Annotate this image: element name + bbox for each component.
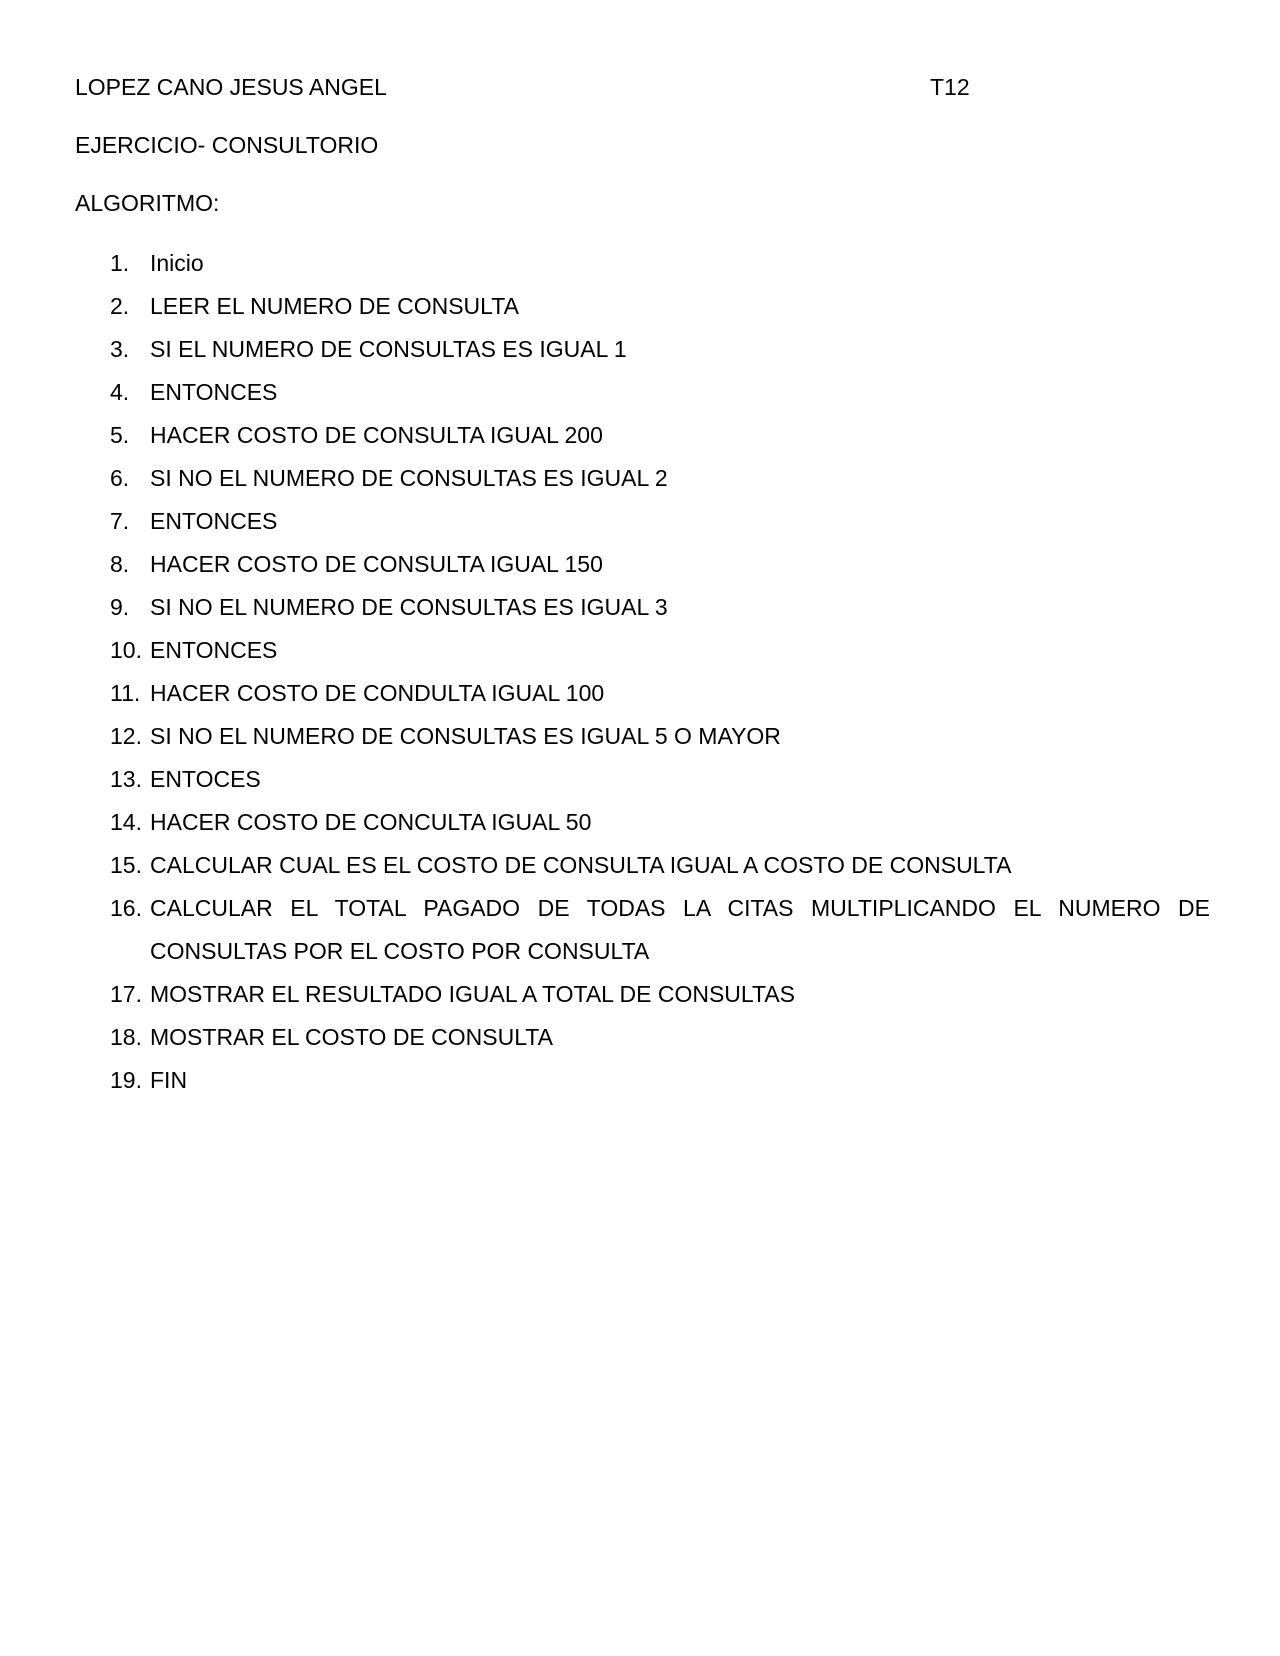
algorithm-step bbox=[110, 893, 1210, 966]
algorithm-step bbox=[110, 248, 1210, 278]
step-text: CALCULAR CUAL ES EL COSTO DE CONSULTA IGUAL A COSTO DE CONSULTA bbox=[150, 851, 1012, 878]
algorithm-label: ALGORITMO: bbox=[75, 190, 220, 216]
algorithm-step bbox=[110, 549, 1210, 579]
algorithm-step bbox=[110, 807, 1210, 837]
step-number: 5. bbox=[110, 422, 130, 448]
algorithm-step bbox=[110, 850, 1210, 880]
algorithm-step bbox=[110, 678, 1210, 708]
step-number: 18. bbox=[110, 1024, 142, 1050]
step-number: 1. bbox=[110, 250, 130, 276]
step-text: FIN bbox=[150, 1066, 188, 1093]
step-text: LEER EL NUMERO DE CONSULTA bbox=[150, 292, 519, 319]
step-text: HACER COSTO DE CONSULTA IGUAL 150 bbox=[150, 550, 603, 577]
algorithm-step bbox=[110, 420, 1210, 450]
step-number: 14. bbox=[110, 809, 142, 835]
step-number: 17. bbox=[110, 981, 142, 1007]
algorithm-step bbox=[110, 291, 1210, 321]
step-text: ENTOCES bbox=[150, 765, 261, 792]
step-text: SI NO EL NUMERO DE CONSULTAS ES IGUAL 5 O MAYOR bbox=[150, 722, 781, 749]
algorithm-step bbox=[110, 1065, 1210, 1095]
step-number: 15. bbox=[110, 852, 142, 878]
step-text: Inicio bbox=[150, 249, 204, 276]
algorithm-step bbox=[110, 979, 1210, 1009]
algorithm-step bbox=[110, 635, 1210, 665]
step-text: ENTONCES bbox=[150, 507, 278, 534]
step-text: MOSTRAR EL COSTO DE CONSULTA bbox=[150, 1023, 553, 1050]
assignment-code: T12 bbox=[930, 74, 970, 100]
step-number: 7. bbox=[110, 508, 130, 534]
algorithm-step bbox=[110, 764, 1210, 794]
step-text: SI NO EL NUMERO DE CONSULTAS ES IGUAL 3 bbox=[150, 593, 668, 620]
author-name: LOPEZ CANO JESUS ANGEL bbox=[75, 74, 387, 100]
step-text: HACER COSTO DE CONCULTA IGUAL 50 bbox=[150, 808, 592, 835]
step-text: HACER COSTO DE CONDULTA IGUAL 100 bbox=[150, 679, 605, 706]
step-number: 19. bbox=[110, 1067, 142, 1093]
step-text: ENTONCES bbox=[150, 636, 278, 663]
step-number: 13. bbox=[110, 766, 142, 792]
step-number: 4. bbox=[110, 379, 130, 405]
step-number: 9. bbox=[110, 594, 130, 620]
algorithm-step bbox=[110, 721, 1210, 751]
algorithm-step bbox=[110, 592, 1210, 622]
step-number: 16. bbox=[110, 895, 142, 921]
algorithm-step bbox=[110, 334, 1210, 364]
step-number: 11. bbox=[110, 680, 141, 706]
algorithm-step bbox=[110, 506, 1210, 536]
step-text: HACER COSTO DE CONSULTA IGUAL 200 bbox=[150, 421, 603, 448]
step-number: 2. bbox=[110, 293, 130, 319]
step-text: SI NO EL NUMERO DE CONSULTAS ES IGUAL 2 bbox=[150, 464, 668, 491]
step-number: 10. bbox=[110, 637, 142, 663]
exercise-title: EJERCICIO- CONSULTORIO bbox=[75, 132, 379, 158]
step-number: 12. bbox=[110, 723, 142, 749]
algorithm-step bbox=[110, 377, 1210, 407]
step-number: 3. bbox=[110, 336, 130, 362]
algorithm-steps-list bbox=[110, 248, 1210, 1108]
step-text: SI EL NUMERO DE CONSULTAS ES IGUAL 1 bbox=[150, 335, 627, 362]
algorithm-step bbox=[110, 463, 1210, 493]
algorithm-step bbox=[110, 1022, 1210, 1052]
step-text: MOSTRAR EL RESULTADO IGUAL A TOTAL DE CONSULTAS bbox=[150, 980, 795, 1007]
step-number: 8. bbox=[110, 551, 130, 577]
step-text: ENTONCES bbox=[150, 378, 278, 405]
step-text: CALCULAR EL TOTAL PAGADO DE TODAS LA CITAS MULTIPLICANDO EL NUMERO DE CONSULTAS POR EL COSTO POR CONSULTA bbox=[150, 894, 1210, 964]
step-number: 6. bbox=[110, 465, 130, 491]
